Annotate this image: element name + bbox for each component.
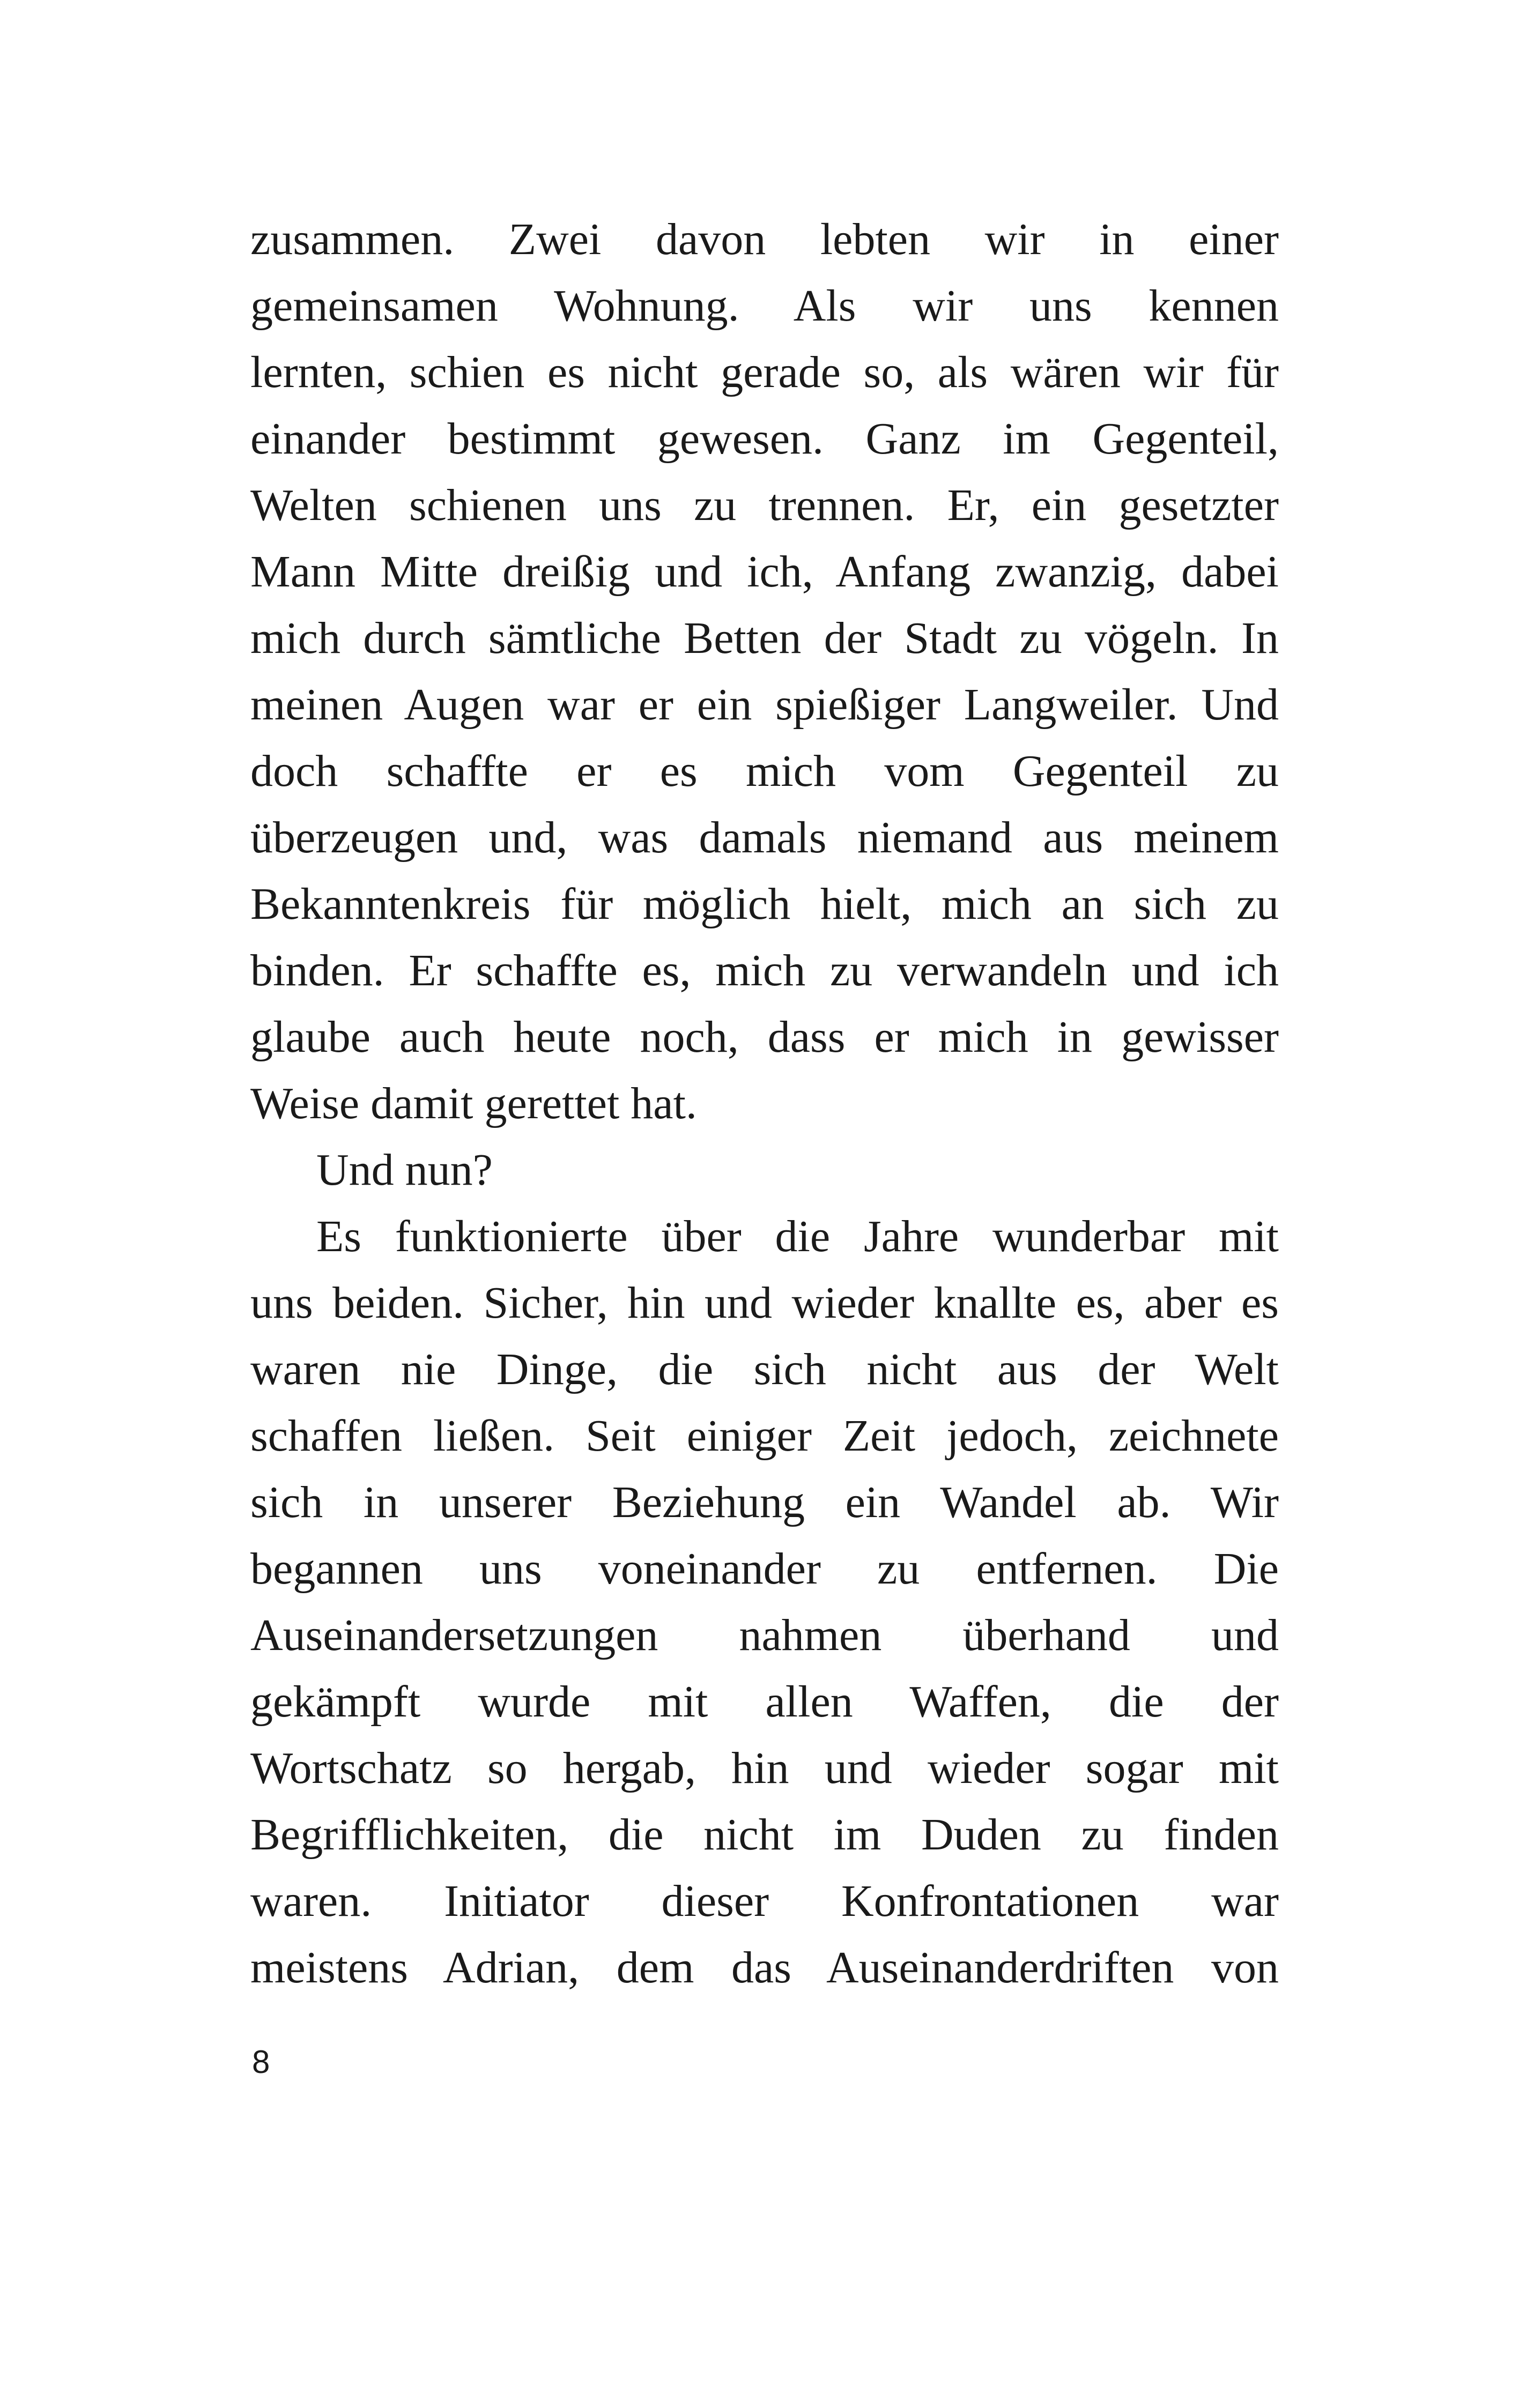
text-line: Und nun? [316, 1145, 493, 1195]
page-number: 8 [252, 2044, 270, 2080]
text-line: glaube auch heute noch, dass er mich in gewisser [250, 1012, 1279, 1062]
text-line: begannen uns voneinander zu entfernen. Die [250, 1544, 1279, 1594]
text-line: waren. Initiator dieser Konfrontationen war [250, 1876, 1279, 1926]
text-line: Welten schienen uns zu trennen. Er, ein gesetzter [250, 480, 1279, 530]
text-line: Weise damit gerettet hat. [250, 1079, 697, 1128]
text-line: Mann Mitte dreißig und ich, Anfang zwanzig, dabei [250, 547, 1279, 597]
text-line: sich in unserer Beziehung ein Wandel ab. Wir [250, 1477, 1279, 1527]
body-text [250, 206, 1279, 2001]
text-line: Auseinandersetzungen nahmen überhand und [250, 1610, 1279, 1660]
text-line: meistens Adrian, dem das Auseinanderdriften von [250, 1943, 1279, 1993]
text-line: Begrifflichkeiten, die nicht im Duden zu finden [250, 1810, 1279, 1860]
text-line: Es funktionierte über die Jahre wunderbar mit [316, 1212, 1279, 1261]
text-line: lernten, schien es nicht gerade so, als wären wir für [250, 347, 1279, 397]
text-line: gekämpft wurde mit allen Waffen, die der [250, 1677, 1279, 1727]
text-line: schaffen ließen. Seit einiger Zeit jedoch, zeichnete [250, 1411, 1279, 1461]
text-line: überzeugen und, was damals niemand aus meinem [250, 813, 1279, 863]
text-line: mich durch sämtliche Betten der Stadt zu vögeln. In [250, 613, 1279, 663]
text-line: binden. Er schaffte es, mich zu verwandeln und ich [250, 946, 1279, 995]
text-line: uns beiden. Sicher, hin und wieder knallte es, aber es [250, 1278, 1279, 1328]
text-line: doch schaffte er es mich vom Gegenteil zu [250, 746, 1279, 796]
text-line: Wortschatz so hergab, hin und wieder sogar mit [250, 1743, 1279, 1793]
text-line: meinen Augen war er ein spießiger Langweiler. Und [250, 680, 1279, 730]
text-line: Bekanntenkreis für möglich hielt, mich an sich zu [250, 879, 1279, 929]
text-line: einander bestimmt gewesen. Ganz im Gegenteil, [250, 414, 1279, 464]
text-line: waren nie Dinge, die sich nicht aus der Welt [250, 1344, 1279, 1394]
text-line: zusammen. Zwei davon lebten wir in einer [250, 214, 1279, 264]
text-line: gemeinsamen Wohnung. Als wir uns kennen [250, 281, 1279, 331]
